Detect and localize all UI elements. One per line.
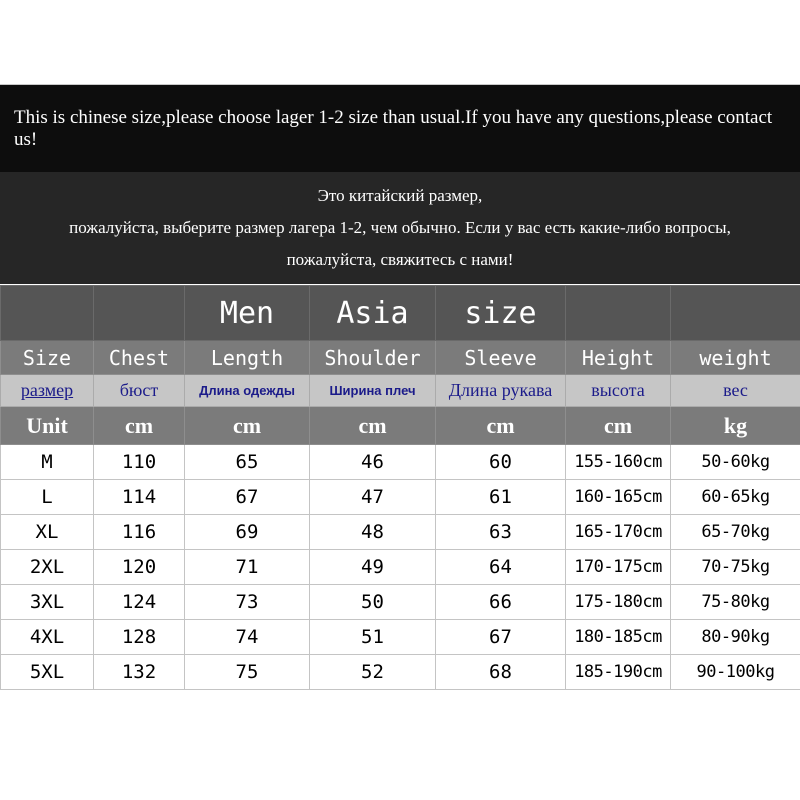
table-row	[1, 445, 800, 480]
table-row	[1, 515, 800, 550]
header-ru-shoulder: Ширина плеч	[310, 375, 436, 407]
title-size: size	[436, 286, 566, 341]
cell-height: 160-165cm	[566, 480, 671, 515]
header-russian-row	[1, 375, 800, 407]
table-row	[1, 620, 800, 655]
cell-weight: 75-80kg	[671, 585, 800, 620]
cell-sleeve: 67	[436, 620, 566, 655]
russian-notice-line-2: пожалуйста, выберите размер лагера 1-2, чем обычно. Если у вас есть какие-либо вопросы,	[69, 218, 731, 237]
cell-weight: 90-100kg	[671, 655, 800, 690]
cell-size: 2XL	[1, 550, 94, 585]
header-weight: weight	[671, 341, 800, 375]
header-height: Height	[566, 341, 671, 375]
header-row	[1, 341, 800, 375]
table-row	[1, 480, 800, 515]
cell-sleeve: 66	[436, 585, 566, 620]
cell-chest: 116	[94, 515, 185, 550]
cell-shoulder: 50	[310, 585, 436, 620]
cell-sleeve: 63	[436, 515, 566, 550]
cell-shoulder: 46	[310, 445, 436, 480]
title-cell-empty	[671, 286, 800, 341]
title-cell-empty	[566, 286, 671, 341]
cell-size: 3XL	[1, 585, 94, 620]
cell-weight: 80-90kg	[671, 620, 800, 655]
english-notice-text: This is chinese size,please choose lager 1-2 size than usual.If you have any questions,please contact us!	[14, 106, 773, 150]
russian-notice	[0, 172, 800, 284]
cell-sleeve: 64	[436, 550, 566, 585]
unit-label: Unit	[1, 407, 94, 445]
unit-row	[1, 407, 800, 445]
cell-sleeve: 60	[436, 445, 566, 480]
cell-size: L	[1, 480, 94, 515]
unit-height: cm	[566, 407, 671, 445]
russian-notice-line-1: Это китайский размер,	[317, 186, 483, 205]
unit-shoulder: cm	[310, 407, 436, 445]
header-ru-weight: вес	[671, 375, 800, 407]
title-cell-empty	[94, 286, 185, 341]
cell-length: 69	[185, 515, 310, 550]
unit-length: cm	[185, 407, 310, 445]
cell-weight: 65-70kg	[671, 515, 800, 550]
cell-weight: 60-65kg	[671, 480, 800, 515]
table-row	[1, 585, 800, 620]
header-shoulder: Shoulder	[310, 341, 436, 375]
english-notice	[0, 84, 800, 172]
russian-notice-line-3: пожалуйста, свяжитесь с нами!	[286, 250, 514, 269]
cell-weight: 50-60kg	[671, 445, 800, 480]
header-ru-chest: бюст	[94, 375, 185, 407]
cell-length: 71	[185, 550, 310, 585]
header-ru-size: размер	[1, 375, 94, 407]
cell-height: 170-175cm	[566, 550, 671, 585]
unit-chest: cm	[94, 407, 185, 445]
title-cell-empty	[1, 286, 94, 341]
cell-sleeve: 68	[436, 655, 566, 690]
cell-shoulder: 48	[310, 515, 436, 550]
header-length: Length	[185, 341, 310, 375]
cell-height: 165-170cm	[566, 515, 671, 550]
cell-weight: 70-75kg	[671, 550, 800, 585]
cell-chest: 110	[94, 445, 185, 480]
size-chart-table	[0, 285, 800, 690]
table-row	[1, 550, 800, 585]
header-ru-length: Длина одежды	[185, 375, 310, 407]
unit-weight: kg	[671, 407, 800, 445]
cell-height: 185-190cm	[566, 655, 671, 690]
cell-shoulder: 47	[310, 480, 436, 515]
header-ru-sleeve: Длина рукава	[436, 375, 566, 407]
header-sleeve: Sleeve	[436, 341, 566, 375]
cell-shoulder: 52	[310, 655, 436, 690]
cell-shoulder: 49	[310, 550, 436, 585]
cell-length: 65	[185, 445, 310, 480]
cell-chest: 124	[94, 585, 185, 620]
cell-sleeve: 61	[436, 480, 566, 515]
header-chest: Chest	[94, 341, 185, 375]
cell-size: 4XL	[1, 620, 94, 655]
cell-size: M	[1, 445, 94, 480]
title-asia: Asia	[310, 286, 436, 341]
cell-shoulder: 51	[310, 620, 436, 655]
cell-height: 180-185cm	[566, 620, 671, 655]
header-ru-height: высота	[566, 375, 671, 407]
cell-chest: 128	[94, 620, 185, 655]
table-row	[1, 655, 800, 690]
header-size: Size	[1, 341, 94, 375]
cell-chest: 114	[94, 480, 185, 515]
cell-chest: 120	[94, 550, 185, 585]
unit-sleeve: cm	[436, 407, 566, 445]
cell-length: 74	[185, 620, 310, 655]
cell-length: 67	[185, 480, 310, 515]
cell-chest: 132	[94, 655, 185, 690]
cell-height: 175-180cm	[566, 585, 671, 620]
cell-length: 75	[185, 655, 310, 690]
cell-size: 5XL	[1, 655, 94, 690]
table-title-row	[1, 286, 800, 341]
cell-length: 73	[185, 585, 310, 620]
title-men: Men	[185, 286, 310, 341]
cell-size: XL	[1, 515, 94, 550]
cell-height: 155-160cm	[566, 445, 671, 480]
